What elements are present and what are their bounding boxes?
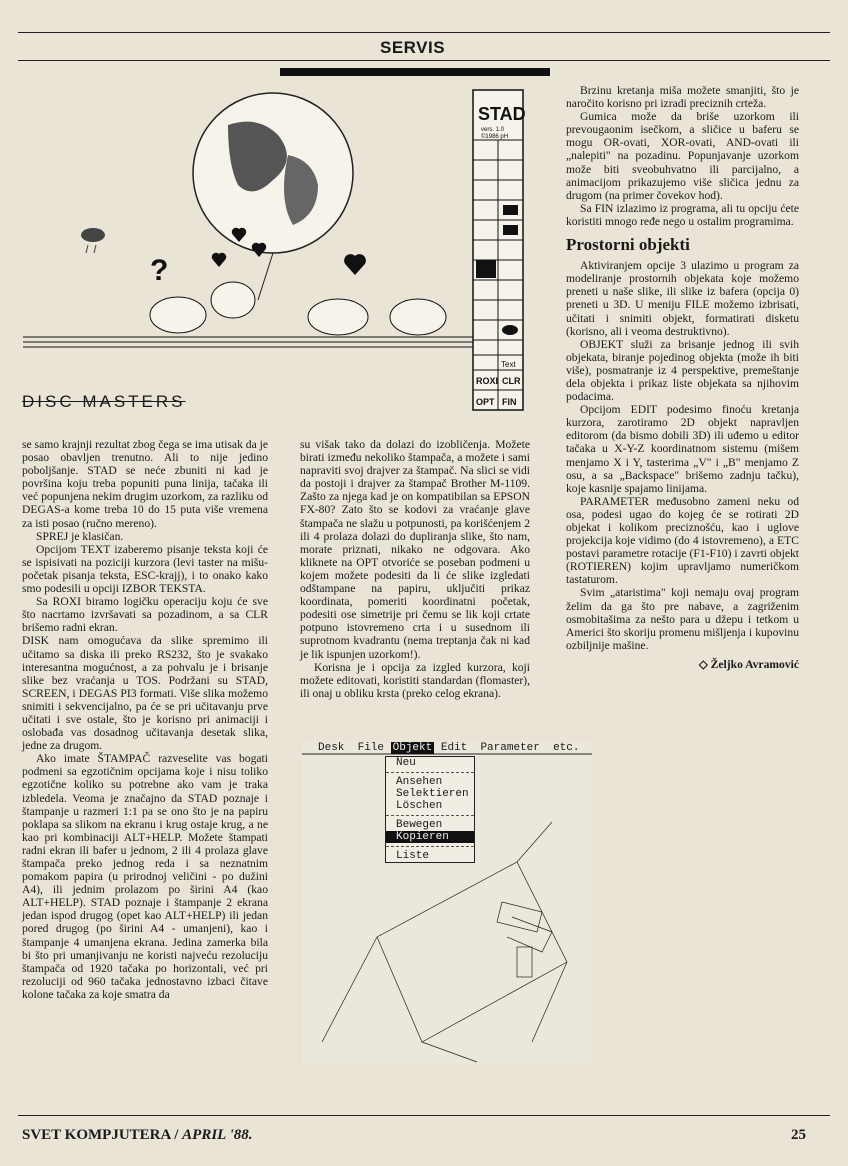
menu-separator: [386, 815, 474, 816]
cloud: [81, 228, 105, 253]
section-title: SERVIS: [380, 38, 446, 57]
magazine-name: SVET KOMPJUTERA: [22, 1127, 171, 1143]
menu-item-bewegen[interactable]: Bewegen: [396, 819, 443, 831]
text-tool-label: Text: [501, 360, 516, 369]
menu-item-ansehen[interactable]: Ansehen: [396, 776, 443, 788]
col3-para-5: OBJEKT služi za brisanje jednog ili svih objekata, biranje pojedinog objekta (može ih biti više), posmatranje iz 4 perspektive, premeštanje dela objekta i prikaz liste objekata sa njihovim podacima.: [566, 337, 799, 404]
menu-item-kopieren[interactable]: Kopieren: [386, 831, 474, 843]
roxi-label: ROXI: [476, 376, 499, 386]
menu-objekt[interactable]: Objekt: [392, 742, 433, 754]
menu-item-selektieren[interactable]: Selektieren: [396, 788, 469, 800]
menu-etc[interactable]: etc.: [553, 742, 580, 754]
column-2: [300, 438, 530, 700]
menu-file[interactable]: File: [357, 742, 385, 754]
header-bar: [280, 68, 550, 76]
col2-para-2: Korisna je i opcija za izgled kurzora, koji možete editovati, koristiti standardan (flomaster), ili onaj u obliku krsta (preko celog ekrana).: [300, 660, 530, 700]
page-number: 25: [791, 1127, 806, 1143]
footer-rule: [18, 1115, 830, 1116]
section-heading: Prostorni objekti: [566, 235, 690, 255]
menu-edit[interactable]: Edit: [440, 742, 468, 754]
col3-para-4: Aktiviranjem opcije 3 ulazimo u program za modeliranje prostornih objekata koje možemo preneti u naše slike, ili slike iz bafera (opcija 0) preneti u 3D. U meniju FILE možemo izbrisati, učitati i snimiti objekt, formatirati disketu (korisno, ali i veoma destruktivno).: [566, 259, 799, 338]
author-signature: ◇ Željko Avramović: [698, 657, 799, 671]
menu-item-liste[interactable]: Liste: [396, 850, 430, 862]
stad-logo: STAD: [478, 104, 526, 124]
clr-label: CLR: [502, 376, 521, 386]
col3-para-7: PARAMETER međusobno zameni neku od osa, podesi ugao do kojeg će se rotirati 2D objekat i kolikom preciznošću, kao i uglove projekcija koje vidimo (do 4 istovremeno), a ETC postavi parametre rotacije (F1-F10) i zavrti objekt (ROTIEREN) kojim upravljamo numeričkom tastaturom.: [566, 494, 799, 587]
col3-para-3: Sa FIN izlazimo iz programa, ali tu opciju ćete koristiti mnogo ređe nego u ostalim programima.: [566, 201, 799, 228]
menu-separator: [386, 772, 474, 773]
opt-label: OPT: [476, 397, 495, 407]
col3-para-8: Svim „ataristima" koji nemaju ovaj program želim da ga što pre nabave, a zagriženim osmobitašima za nešto para u džepu i tetkom u Americi što skoriju promenu mišljenja i kupovinu ozbiljnije mašine.: [566, 586, 799, 652]
menu-item-neu[interactable]: Neu: [396, 757, 416, 769]
illustration-caption: DISC MASTERS: [22, 392, 186, 411]
menu-parameter[interactable]: Parameter: [480, 742, 540, 754]
menu-desk[interactable]: Desk: [318, 742, 345, 754]
fin-label: FIN: [502, 397, 517, 407]
header-rule: [18, 32, 830, 33]
col1-para-4: Sa ROXI biramo logičku operaciju koju će sve što nacrtamo izvršavati sa pozadinom, a sa CLR brišemo radni ekran.: [22, 595, 268, 635]
objekt-dropdown: [385, 756, 475, 863]
header-rule-lower: [18, 60, 830, 61]
col3-para-6: Opcijom EDIT podesimo finoću kretanja kurzora, zarotiramo 2D objekt napravljen editorom (da bismo dobili 3D) ili uđemo u editor tačaka u X-Y-Z koordinatnom sistemu (mišem menjamo X i Y, tasterima „V" i „B" menjamo Z osu, a sa „Backspace" brišemo zadnju tačku), koje kasnije spajamo linijama.: [566, 403, 799, 495]
col1-para-3: Opcijom TEXT izaberemo pisanje teksta koji će se ispisivati na poziciji kurzora (levi taster na mišu-početak pisanja teksta, ESC-krajj), i to onako kako smo podesili u opciji IZBOR TEKSTA.: [22, 542, 268, 596]
col3-para-1: Brzinu kretanja miša možete smanjiti, što je naročito korisno pri izradi preciznih crteža.: [566, 84, 799, 111]
col1-para-6: Ako imate ŠTAMPAČ razveselite vas bogati podmeni sa egzotičnim opcijama koje i nisu toliko egzotične koliko su potrebne ako vam je traka izbledela. Veoma je značajno da STAD poznaje i štampanje u razmeri 1:1 pa se ono što je na papiru poklapa sa slikom na ekranu i krug ostaje krug, a ne kao pri kombinaciji ALT+HELP. Možete štampati radni ekran ili bafer u jednom, 2 ili 4 prolaza glave štampača preko jednog reda i sa neznatnim pomakom papira (u prirodnoj veličini - po dužini A4), ili jednim prolazom po širini A4 (kao ALT+HELP). STAD poznaje i štampanje 2 ekrana jedan ispod drugog (opet kao ALT+HELP) ili jedan pored drugog (po širini A4 - umanjeni), kao i štampanje 4 umanjena ekrana. Jedina zamerka bila bi što pri umanjivanju ne koristi najveću rezoluciju štampača od 1920 tačaka po horizontali, već pri rezoluciji od 960 tačaka jednostavno izbaci čitave kolone tačaka za koje smatra da: [22, 752, 268, 1001]
col2-para-1: su višak tako da dolazi do izobličenja. Možete birati između nekoliko štampača, a možete i sami napraviti svoj drajver za štampač. Na slici se vidi da postoji i drajver za štampač Brother M-1109. Zašto za njega kad je on kompatibilan sa EPSON FX-80? Zato što se kodovi za vraćanje glave štampača ne slažu u potpunosti, pa korišćenjem 2 ili 4 prolaza dolazi do dupliranja slike, što nam, morate priznati, nikako ne odgovara. Ako kliknete na OPT otvoriće se poseban podmeni u kojem možete podesiti da li će slike izgledati odštampane na papiru, uključiti prikaz koordinata, pomeriti koordinatni početak, podesiti ose simetrije pri čemu se lik koji crtate potpuno istovremeno crta i u susednom ili suprotnom kvadrantu (nema treptanja čak ni kad je lik ispunjen uzorkom!).: [300, 438, 530, 661]
col1-para-1: se samo krajnji rezultat zbog čega se ima utisak da je posao obavljen trenutno. Ali to nije jedino poboljšanje. STAD se neće zbuniti ni kad je površina koju treba popuniti puna linija, tačaka ili već popunjena nekim drugim uzorkom, za razliku od DEGAS-a kome treba 10 do 15 puta više vremena za isti posao (ručno mereno).: [22, 438, 268, 530]
dogs: [150, 282, 446, 335]
menu-separator: [386, 846, 474, 847]
column-3: [566, 84, 799, 671]
footer-magazine: SVET KOMPJUTERA / APRIL '88.: [22, 1127, 253, 1143]
stad-version: vers. 1.0: [481, 127, 505, 133]
col1-para-2: SPREJ je klasičan.: [36, 529, 124, 543]
globe-balloon: [193, 93, 353, 300]
menu-bar: [318, 742, 579, 754]
stad-copyright: ©1986 pH: [481, 134, 509, 140]
col3-para-2: Gumica može da briše uzorkom ili prevougaonim isečkom, a sličice u baferu se mogu OR-ovati, XOR-ovati, AND-ovati ili „nalepiti" na pozadinu. Popunjavanje uzorkom može biti sveobuhvatno ili parcijalno, a animacijom prikazujemo više sličica jednu za drugom (na primer čovekov hod).: [566, 110, 799, 202]
stad-illustration: [18, 85, 548, 415]
ground-lines: [23, 337, 473, 347]
col1-para-5: DISK nam omogućava da slike spremimo ili učitamo sa diska ili preko RS232, što je svakako interesantna mogućnost, a za pohvalu je i brisanje slike bez vraćanja u TOS. Podržani su STAD, SCREEN, i DEGAS PI3 formati. Više slika možemo snimiti i sekvencijalno, pa će se pri učitavanju prve učitati i sve ostale, što je korisno pri animaciji i oslobađa vas dosadnog učitavanja desetak slika, jedne za drugom.: [22, 634, 268, 753]
svg-text:?: ?: [150, 254, 169, 287]
column-1: [22, 438, 268, 1001]
issue-date: APRIL '88.: [182, 1127, 253, 1143]
menu-item-loschen[interactable]: Löschen: [396, 800, 443, 812]
